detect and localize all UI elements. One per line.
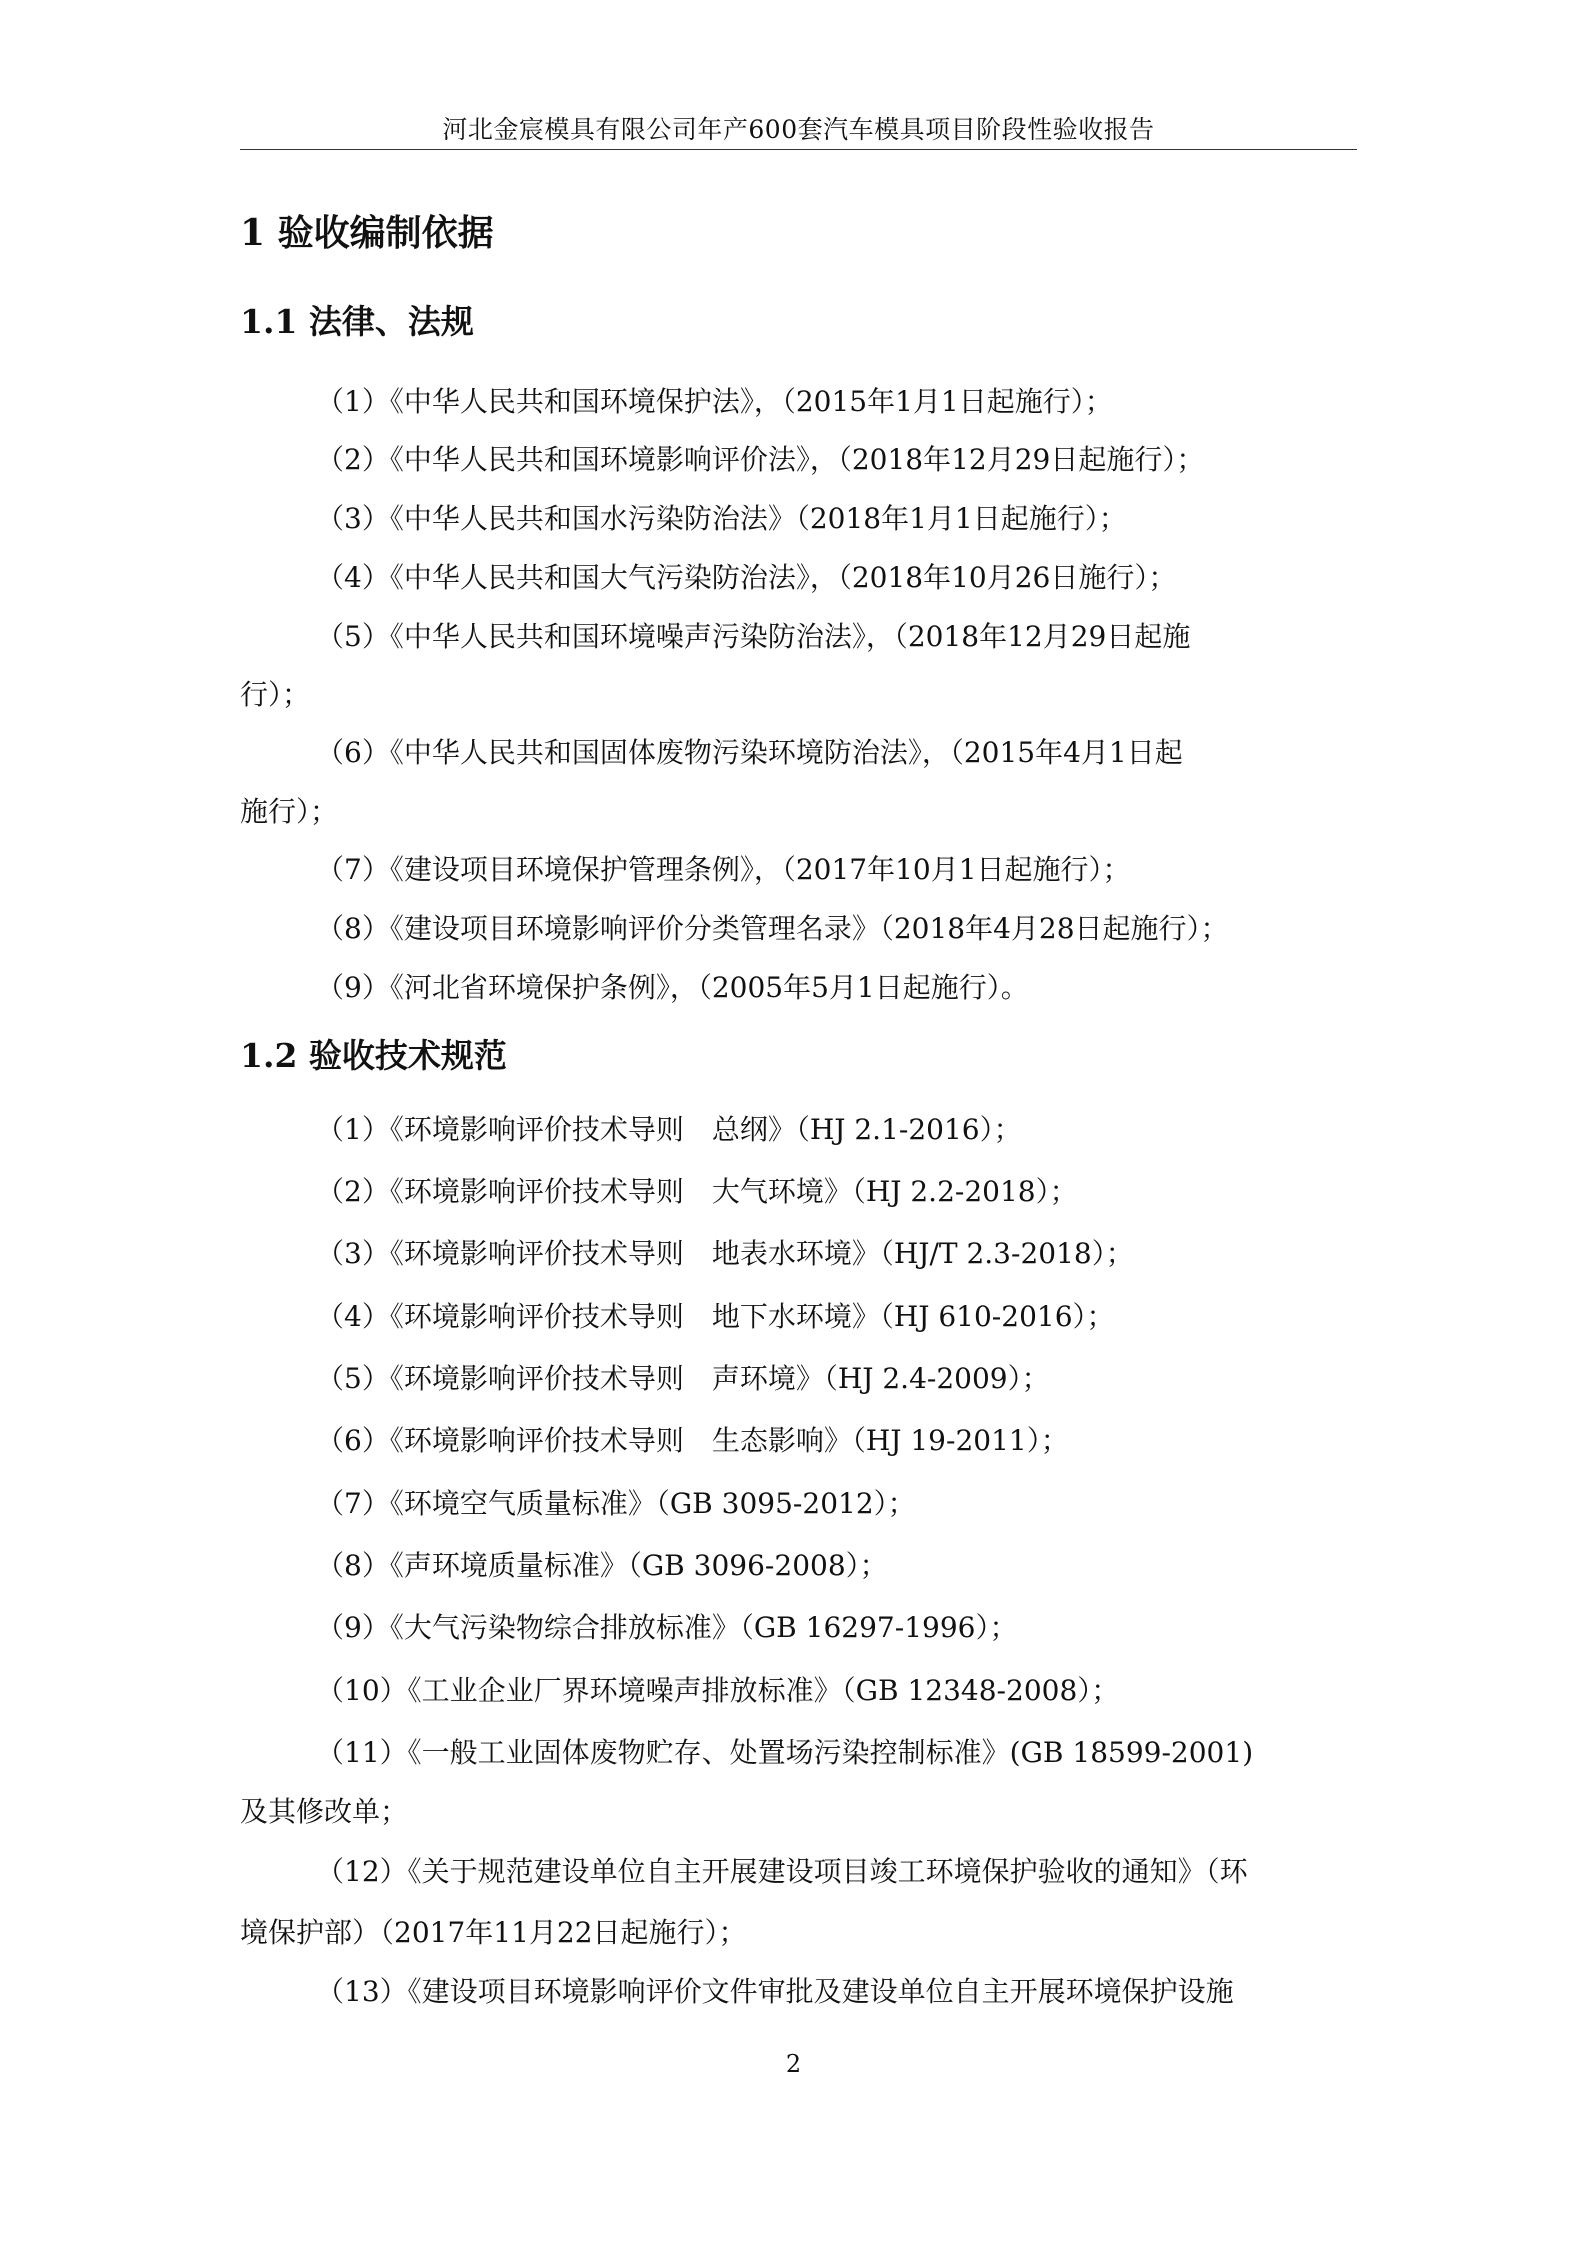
tech-item: （1）《环境影响评价技术导则 总纲》（HJ 2.1-2016）； — [316, 1113, 1022, 1146]
law-item: （9）《河北省环境保护条例》，（2005年5月1日起施行）。 — [316, 971, 1029, 1004]
section-heading-tech: 1.2 验收技术规范 — [240, 1036, 507, 1075]
tech-item: （10）《工业企业厂界环境噪声排放标准》（GB 12348-2008）； — [316, 1674, 1120, 1707]
law-item: （6）《中华人民共和国固体废物污染环境防治法》，（2015年4月1日起 — [316, 736, 1183, 769]
tech-item: （11）《一般工业固体废物贮存、处置场污染控制标准》(GB 18599-2001) — [316, 1736, 1254, 1769]
tech-item: （5）《环境影响评价技术导则 声环境》（HJ 2.4-2009）； — [316, 1362, 1050, 1395]
law-item: （4）《中华人民共和国大气污染防治法》，（2018年10月26日施行）； — [316, 561, 1177, 594]
law-item-continuation: 行）； — [240, 678, 311, 711]
tech-item: （12）《关于规范建设单位自主开展建设项目竣工环境保护验收的通知》（环 — [316, 1855, 1248, 1888]
chapter-heading: 1 验收编制依据 — [240, 212, 494, 254]
tech-item: （13）《建设项目环境影响评价文件审批及建设单位自主开展环境保护设施 — [316, 1975, 1234, 2008]
law-item: （3）《中华人民共和国水污染防治法》（2018年1月1日起施行）； — [316, 502, 1127, 535]
header-rule — [240, 149, 1357, 150]
tech-item: （7）《环境空气质量标准》（GB 3095-2012）； — [316, 1487, 916, 1520]
law-item: （8）《建设项目环境影响评价分类管理名录》（2018年4月28日起施行）； — [316, 912, 1229, 945]
law-item: （2）《中华人民共和国环境影响评价法》，（2018年12月29日起施行）； — [316, 443, 1205, 476]
law-item: （5）《中华人民共和国环境噪声污染防治法》，（2018年12月29日起施 — [316, 620, 1191, 653]
running-header: 河北金宸模具有限公司年产600套汽车模具项目阶段性验收报告 — [442, 115, 1155, 144]
tech-item-continuation: 境保护部）（2017年11月22日起施行）； — [240, 1916, 747, 1949]
tech-item: （9）《大气污染物综合排放标准》（GB 16297-1996）； — [316, 1611, 1018, 1644]
tech-item: （6）《环境影响评价技术导则 生态影响》（HJ 19-2011）； — [316, 1424, 1069, 1457]
tech-item: （8）《声环境质量标准》（GB 3096-2008）； — [316, 1549, 888, 1582]
tech-item: （4）《环境影响评价技术导则 地下水环境》（HJ 610-2016）； — [316, 1300, 1115, 1333]
tech-item-continuation: 及其修改单； — [240, 1795, 409, 1828]
law-item-continuation: 施行）； — [240, 795, 339, 828]
section-heading-laws: 1.1 法律、法规 — [240, 302, 474, 341]
page-number: 2 — [785, 2050, 802, 2078]
law-item: （7）《建设项目环境保护管理条例》，（2017年10月1日起施行）； — [316, 853, 1131, 886]
tech-item: （3）《环境影响评价技术导则 地表水环境》（HJ/T 2.3-2018）； — [316, 1237, 1134, 1270]
law-item: （1）《中华人民共和国环境保护法》，（2015年1月1日起施行）； — [316, 385, 1113, 418]
tech-item: （2）《环境影响评价技术导则 大气环境》（HJ 2.2-2018）； — [316, 1175, 1078, 1208]
